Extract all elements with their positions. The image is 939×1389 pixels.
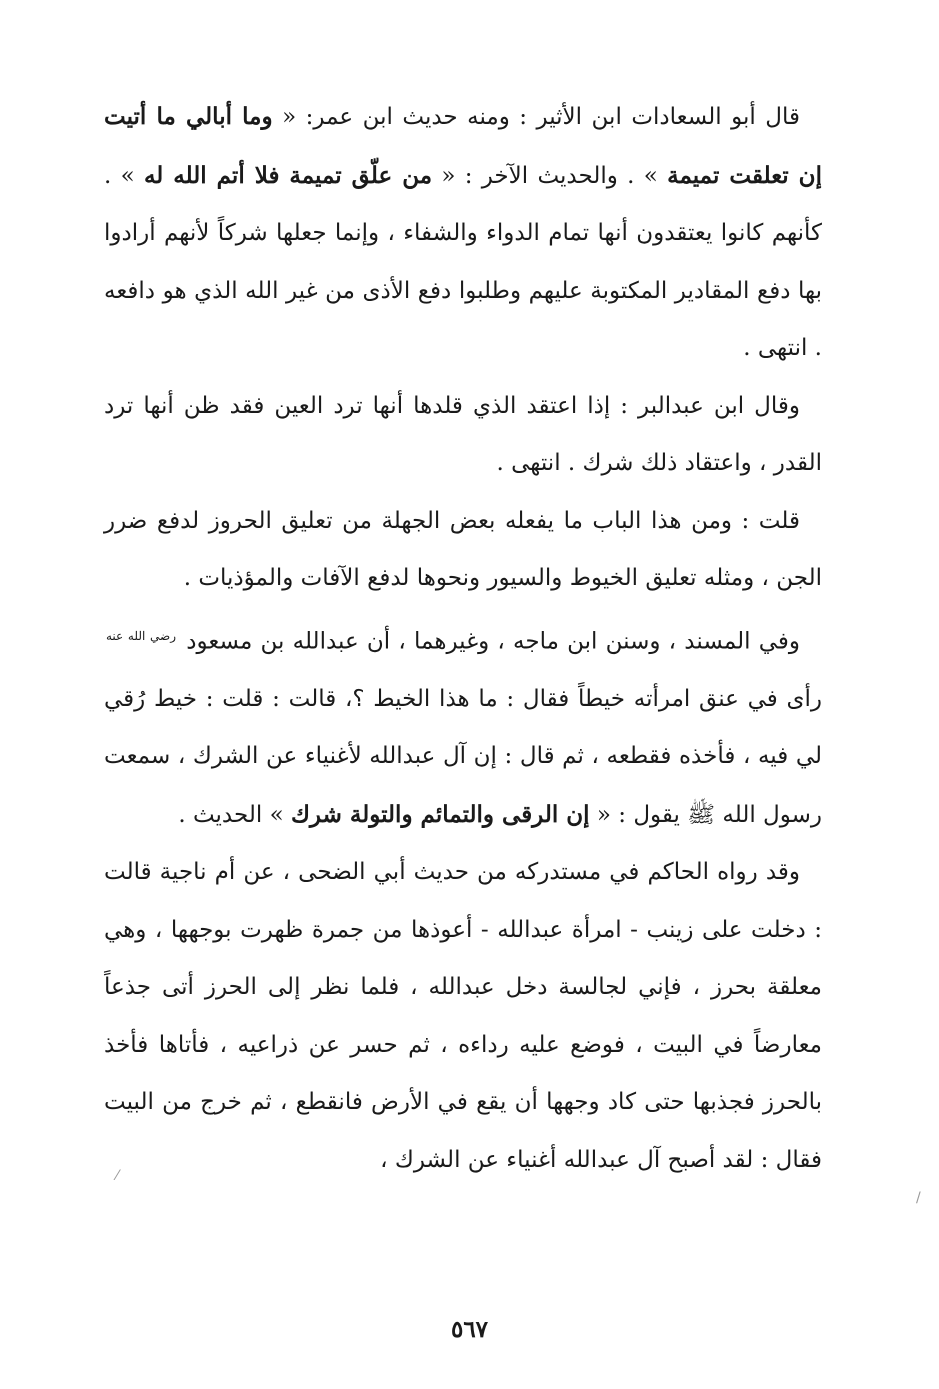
text-segment: » . كأنهم كانوا يعتقدون أنها تمام الدواء والشفاء ، وإنما جعلها شركاً لأنهم أرادوا بها دفع المقادير المكتوبة عليهم وطلبوا دفع الأذى من غير الله الذي هو دافعه . انتهى . [104, 162, 822, 361]
quote-bold: إن الرقى والتمائم والتولة شرك [290, 800, 590, 828]
paragraph-4 [104, 608, 822, 845]
text-segment: قلت : ومن هذا الباب ما يفعله بعض الجهلة من تعليق الحروز لدفع ضرر الجن ، ومثله تعليق الخيوط والسيور ونحوها لدفع الآفات والمؤذيات . [104, 507, 822, 591]
paragraph-1 [104, 88, 822, 378]
scan-mark: / [916, 1190, 921, 1206]
paragraph-2 [104, 378, 822, 493]
text-segment: وفي المسند ، وسنن ابن ماجه ، وغيرهما ، أن عبدالله بن مسعود [178, 628, 801, 655]
quote-bold: من علّق تميمة فلا أتم الله له [143, 161, 433, 189]
honorific-symbol: رضي الله عنه [106, 628, 177, 643]
text-segment: » . والحديث الآخر : « [432, 162, 668, 189]
text-segment: وقد رواه الحاكم في مستدركه من حديث أبي الضحى ، عن أم ناجية قالت : دخلت على زينب - امرأة عبدالله - أعوذها من جمرة ظهرت بوجهها ، وهي معلقة بحرز ، فإني لجالسة دخل عبدالله ، فلما نظر إلى الحرز أتى جذعاً معارضاً في البيت ، فوضع عليه رداءه ، ثم حسر عن ذراعيه ، فأتاها فأخذ بالحرز فجذبها حتى كاد وجهها أن يقع في الأرض فانقطع ، ثم خرج من البيت فقال : لقد أصبح آل عبدالله أغنياء عن الشرك ، [104, 859, 822, 1173]
text-segment: » الحديث . [178, 801, 291, 828]
page-number: ٥٦٧ [450, 1316, 489, 1343]
scan-mark: ⁄ [116, 1168, 119, 1184]
text-segment: قال أبو السعادات ابن الأثير : ومنه حديث ابن عمر: « [272, 104, 800, 130]
paragraph-3 [104, 493, 822, 608]
text-segment: يقول : « [589, 801, 688, 828]
quote-bold: وما أبالي ما أتيت إن تعلقت تميمة [104, 103, 822, 189]
salutation-symbol: ﷺ [687, 801, 716, 828]
body-text [104, 88, 822, 1189]
text-segment: رأى في عنق امرأته خيطاً فقال : ما هذا الخيط ؟، قالت : قلت : خيط رُقي لي فيه ، فأخذه فقطعه ، ثم قال : إن آل عبدالله لأغنياء عن الشرك ، سمعت رسول الله [104, 685, 822, 828]
paragraph-5 [104, 844, 822, 1189]
text-segment: وقال ابن عبدالبر : إذا اعتقد الذي قلدها أنها ترد العين فقد ظن أنها ترد القدر ، واعتقاد ذلك شرك . انتهى . [104, 392, 822, 476]
